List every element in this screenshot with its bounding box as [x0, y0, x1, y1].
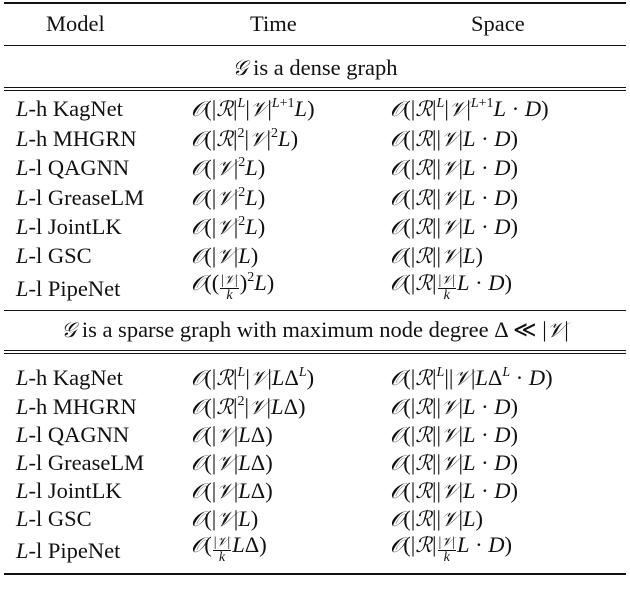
- table-row-time: $𝒪(|𝒱|^2L)$: [191, 155, 266, 180]
- table-row-time: 𝒪(|𝒱|LΔ): [191, 450, 273, 475]
- table-row-model: L-h MHGRN: [16, 126, 137, 151]
- table-row-space: 𝒪(|ℛ||𝒱|L · D): [390, 185, 519, 210]
- table-row-time: 𝒪(( $\frac{\text{|𝒱|}}{k}$ )$^2$L): [191, 270, 275, 303]
- table-row-space: $𝒪(|ℛ|^L|𝒱|^{L+1}L \cdot D)$: [390, 96, 549, 121]
- table-row-space: 𝒪(|ℛ| $\frac{\text{|𝒱|}}{k}$ L · D): [390, 270, 512, 303]
- table-row-space: 𝒪(|ℛ||𝒱|L · D): [390, 126, 519, 151]
- table-row-space: 𝒪(|ℛ||𝒱|L): [390, 506, 484, 531]
- table-row-time: $𝒪(|𝒱|^2L)$: [191, 214, 266, 239]
- section-sparse-top-rule: [4, 310, 626, 311]
- table-row-model: L-l GreaseLM: [16, 185, 145, 210]
- table-row-model: L-h KagNet: [16, 365, 123, 390]
- table-row-time: $𝒪(|𝒱|^2L)$: [191, 185, 266, 210]
- table-row-space: 𝒪(|ℛ||𝒱|L · D): [390, 422, 519, 447]
- section-sparse-title: 𝒢 is a sparse graph with maximum node degree Δ ≪ |𝒱|: [61, 317, 569, 342]
- table-row-model: L-h MHGRN: [16, 394, 137, 419]
- table-row-model: L-l QAGNN: [16, 155, 130, 180]
- table-row-model: L-l GSC: [16, 506, 92, 531]
- header-rule: [4, 45, 626, 46]
- section-sparse-rule-1: [4, 350, 626, 351]
- table-row-time: $𝒪(|ℛ|^2|𝒱|^2L)$: [191, 126, 299, 151]
- header-space: Space: [471, 11, 525, 36]
- table-row-time: 𝒪(|𝒱|L): [191, 243, 259, 268]
- table-row-model: L-h KagNet: [16, 96, 123, 121]
- table-row-time: 𝒪( $\frac{\text{|𝒱|}}{k}$ LΔ): [191, 532, 267, 565]
- table-row-model: L-l JointLK: [16, 214, 122, 239]
- table-row-model: L-l GreaseLM: [16, 450, 145, 475]
- table-row-time: 𝒪(|𝒱|LΔ): [191, 478, 273, 503]
- table-row-space: $𝒪(|ℛ|^L||𝒱|L\Delta^L \cdot D)$: [390, 365, 553, 390]
- section-dense-rule-2: [4, 90, 626, 91]
- table-row-time: $𝒪(|ℛ|^2|𝒱|L\Delta)$: [191, 394, 306, 419]
- header-time: Time: [250, 11, 297, 36]
- table-row-space: 𝒪(|ℛ||𝒱|L): [390, 243, 484, 268]
- table-row-time: $𝒪(|ℛ|^L|𝒱|^{L+1}L)$: [191, 96, 315, 121]
- section-dense-title: 𝒢 is a dense graph: [232, 55, 398, 80]
- section-sparse-rule-2: [4, 353, 626, 354]
- table-row-space: 𝒪(|ℛ||𝒱|L · D): [390, 214, 519, 239]
- table-row-time: 𝒪(|𝒱|LΔ): [191, 422, 273, 447]
- table-row-space: 𝒪(|ℛ||𝒱|L · D): [390, 450, 519, 475]
- table-row-model: L-l JointLK: [16, 478, 122, 503]
- table-row-space: 𝒪(|ℛ||𝒱|L · D): [390, 155, 519, 180]
- table-row-time: $𝒪(|ℛ|^L|𝒱|L\Delta^L)$: [191, 365, 315, 390]
- header-model: Model: [46, 11, 105, 36]
- bottom-rule: [4, 573, 626, 575]
- table-row-model: L-l PipeNet: [16, 276, 121, 301]
- table-row-model: L-l PipeNet: [16, 538, 121, 563]
- top-rule: [4, 2, 626, 4]
- table-row-model: L-l GSC: [16, 243, 92, 268]
- table-row-space: 𝒪(|ℛ||𝒱|L · D): [390, 478, 519, 503]
- table-row-model: L-l QAGNN: [16, 422, 130, 447]
- table-row-time: 𝒪(|𝒱|L): [191, 506, 259, 531]
- table-row-space: 𝒪(|ℛ||𝒱|L · D): [390, 394, 519, 419]
- table-row-space: 𝒪(|ℛ| $\frac{\text{|𝒱|}}{k}$ L · D): [390, 532, 512, 565]
- section-dense-rule-1: [4, 87, 626, 88]
